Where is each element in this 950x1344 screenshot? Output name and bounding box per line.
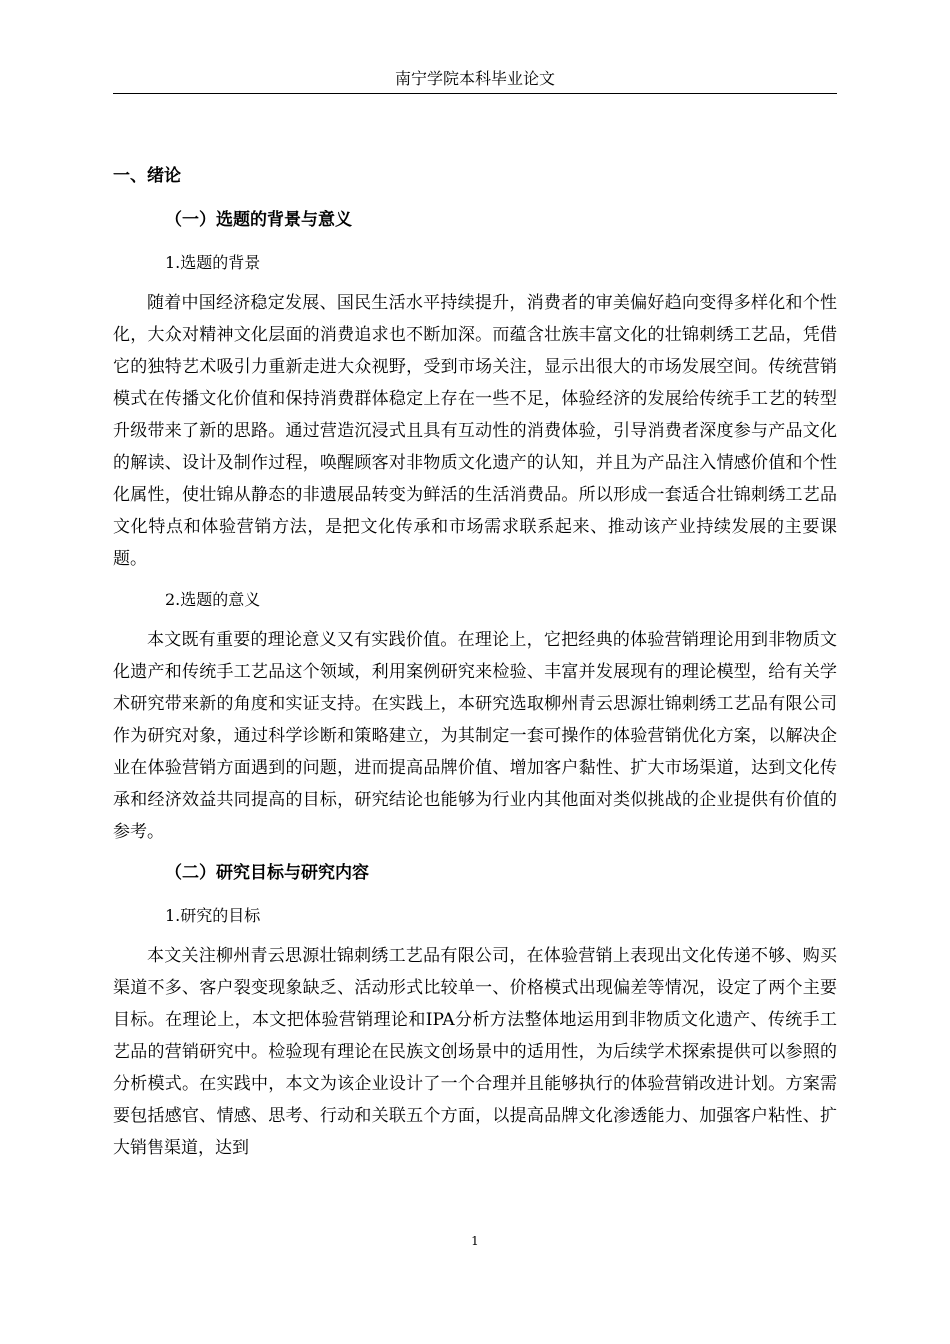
subsection-heading-significance: 2.选题的意义 bbox=[165, 590, 261, 609]
paragraph-goals: 本文关注柳州青云思源壮锦刺绣工艺品有限公司，在体验营销上表现出文化传递不够、购买渠道不多、客户裂变现象缺乏、活动形式比较单一、价格模式出现偏差等情况，设定了两个主要目标。在理论上，本文把体验营销理论和IPA分析方法整体地运用到非物质文化遗产、传统手工艺品的营销研究中。检验现有理论在民族文创场景中的适用性，为后续学术探索提供可以参照的分析模式。在实践中，本文为该企业设计了一个合理并且能够执行的体验营销改进计划。方案需要包括感官、情感、思考、行动和关联五个方面，以提高品牌文化渗透能力、加强客户粘性、扩大销售渠道，达到 bbox=[113, 946, 837, 1158]
running-header: 南宁学院本科毕业论文 bbox=[394, 69, 555, 88]
chapter-heading: 一、绪论 bbox=[113, 166, 181, 186]
section-heading-background-significance: （一）选题的背景与意义 bbox=[165, 210, 352, 230]
page-body bbox=[113, 160, 837, 1173]
paragraph-background: 随着中国经济稳定发展、国民生活水平持续提升，消费者的审美偏好趋向变得多样化和个性化，大众对精神文化层面的消费追求也不断加深。而蕴含壮族丰富文化的壮锦刺绣工艺品，凭借它的独特艺术吸引力重新走进大众视野，受到市场关注，显示出很大的市场发展空间。传统营销模式在传播文化价值和保持消费群体稳定上存在一些不足，体验经济的发展给传统手工艺的转型升级带来了新的思路。通过营造沉浸式且具有互动性的消费体验，引导消费者深度参与产品文化的解读、设计及制作过程，唤醒顾客对非物质文化遗产的认知，并且为产品注入情感价值和个性化属性，使壮锦从静态的非遗展品转变为鲜活的生活消费品。所以形成一套适合壮锦刺绣工艺品文化特点和体验营销方法，是把文化传承和市场需求联系起来、推动该产业持续发展的主要课题。 bbox=[113, 293, 837, 569]
paragraph-significance: 本文既有重要的理论意义又有实践价值。在理论上，它把经典的体验营销理论用到非物质文化遗产和传统手工艺品这个领域，利用案例研究来检验、丰富并发展现有的理论模型，给有关学术研究带来新的角度和实证支持。在实践上，本研究选取柳州青云思源壮锦刺绣工艺品有限公司作为研究对象，通过科学诊断和策略建立，为其制定一套可操作的体验营销优化方案，以解决企业在体验营销方面遇到的问题，进而提高品牌价值、增加客户黏性、扩大市场渠道，达到文化传承和经济效益共同提高的目标，研究结论也能够为行业内其他面对类似挑战的企业提供有价值的参考。 bbox=[113, 630, 837, 842]
page-number: 1 bbox=[471, 1234, 479, 1248]
subsection-heading-goals: 1.研究的目标 bbox=[165, 906, 261, 925]
subsection-heading-background: 1.选题的背景 bbox=[165, 253, 261, 272]
section-heading-goals-content: （二）研究目标与研究内容 bbox=[165, 863, 369, 883]
header-rule bbox=[113, 93, 837, 94]
